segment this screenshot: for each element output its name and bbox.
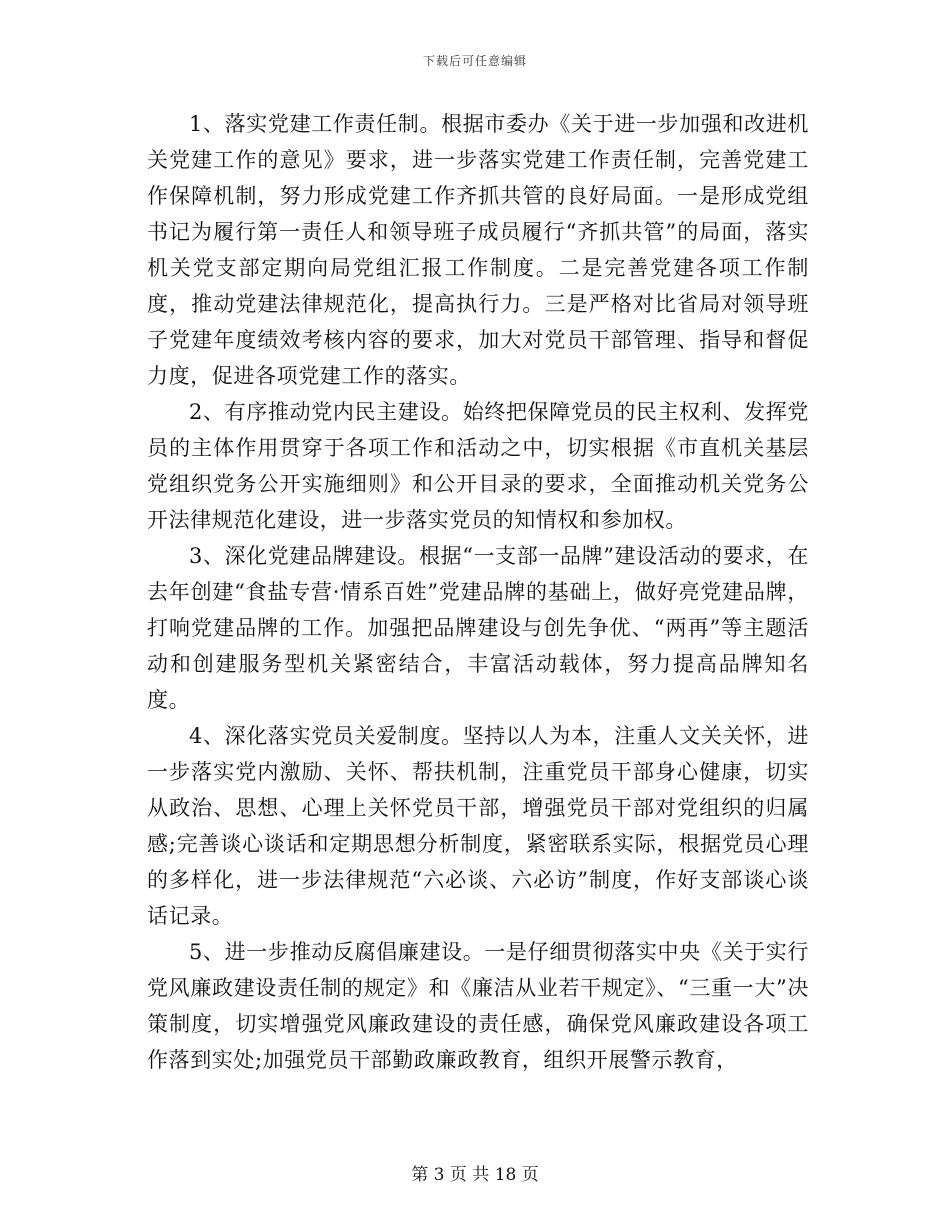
paragraph-1: 1、落实党建工作责任制。根据市委办《关于进一步加强和改进机关党建工作的意见》要求，进一步落实党建工作责任制，完善党建工作保障机制，努力形成党建工作齐抓共管的良好局面。一是形成党组书记为履行第一责任人和领导班子成员履行“齐抓共管”的局面，落实机关党支部定期向局党组汇报工作制度。二是完善党建各项工作制度，推动党建法律规范化，提高执行力。三是严格对比省局对领导班子党建年度绩效考核内容的要求，加大对党员干部管理、指导和督促力度，促进各项党建工作的落实。 [147, 112, 809, 388]
paragraph-2: 2、有序推动党内民主建设。始终把保障党员的民主权利、发挥党员的主体作用贯穿于各项工作和活动之中，切实根据《市直机关基层党组织党务公开实施细则》和公开目录的要求，全面推动机关党务公开法律规范化建设，进一步落实党员的知情权和参加权。 [147, 400, 809, 532]
document-body [147, 106, 809, 1078]
page-header: 下载后可任意编辑 [422, 54, 527, 68]
paragraph-5: 5、进一步推动反腐倡廉建设。一是仔细贯彻落实中央《关于实行党风廉政建设责任制的规定》和《廉洁从业若干规定》、“三重一大”决策制度，切实增强党风廉政建设的责任感，确保党风廉政建设各项工作落到实处;加强党员干部勤政廉政教育，组织开展警示教育， [147, 940, 809, 1072]
page-number-label: 第 3 页 共 18 页 [411, 1165, 539, 1185]
paragraph-3: 3、深化党建品牌建设。根据“一支部一品牌”建设活动的要求，在去年创建“食盐专营·情系百姓”党建品牌的基础上，做好亮党建品牌，打响党建品牌的工作。加强把品牌建设与创先争优、“两再”等主题活动和创建服务型机关紧密结合，丰富活动载体，努力提高品牌知名度。 [147, 544, 809, 712]
page-footer [0, 1160, 950, 1185]
paragraph-4: 4、深化落实党员关爱制度。坚持以人为本，注重人文关关怀，进一步落实党内激励、关怀、帮扶机制，注重党员干部身心健康，切实从政治、思想、心理上关怀党员干部，增强党员干部对党组织的归属感;完善谈心谈话和定期思想分析制度，紧密联系实际，根据党员心理的多样化，进一步法律规范“六必谈、六必访”制度，作好支部谈心谈话记录。 [147, 724, 809, 928]
